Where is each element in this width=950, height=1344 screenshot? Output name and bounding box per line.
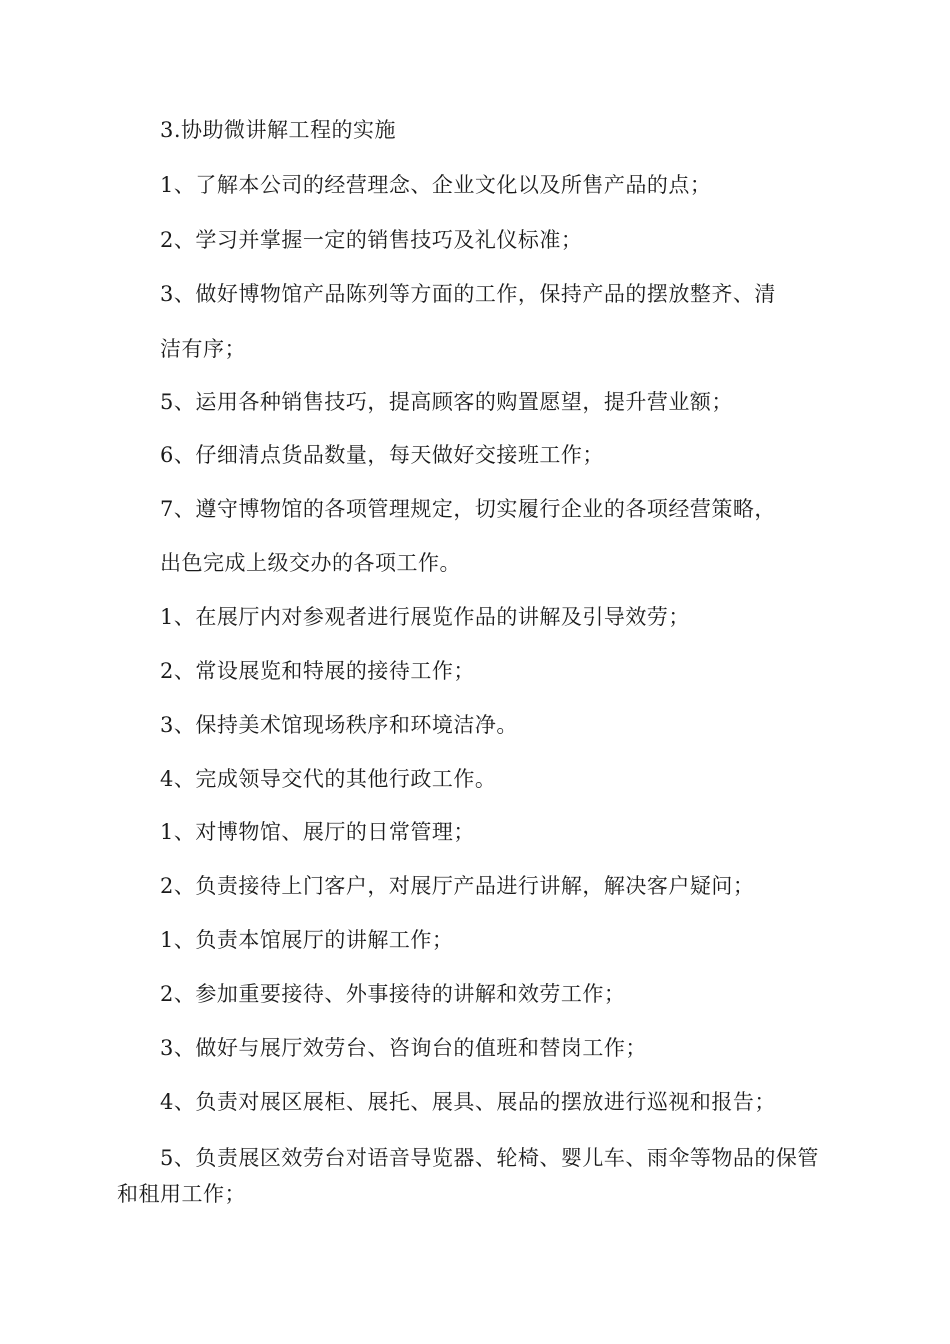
text-line: 3、保持美术馆现场秩序和环境洁净。 [160,713,518,737]
text-line: 1、负责本馆展厅的讲解工作； [160,928,454,952]
text-line: 3、做好与展厅效劳台、咨询台的值班和替岗工作； [160,1036,647,1060]
text-line: 3.协助微讲解工程的实施 [160,118,397,142]
text-line: 1、了解本公司的经营理念、企业文化以及所售产品的点； [160,173,712,197]
text-line: 2、学习并掌握一定的销售技巧及礼仪标准； [160,228,583,252]
text-line: 7、遵守博物馆的各项管理规定，切实履行企业的各项经营策略， [160,497,776,521]
text-line: 1、在展厅内对参观者进行展览作品的讲解及引导效劳； [160,605,690,629]
text-line: 2、参加重要接待、外事接待的讲解和效劳工作； [160,982,626,1006]
text-line: 2、常设展览和特展的接待工作； [160,659,475,683]
text-line: 6、仔细清点货品数量，每天做好交接班工作； [160,443,604,467]
text-line: 5、运用各种销售技巧，提高顾客的购置愿望，提升营业额； [160,390,733,414]
text-line: 2、负责接待上门客户，对展厅产品进行讲解，解决客户疑问； [160,874,755,898]
paragraph-wrapped: 5、负责展区效劳台对语音导览器、轮椅、婴儿车、雨伞等物品的保管和租用工作； [117,1146,819,1206]
text-line: 1、对博物馆、展厅的日常管理； [160,820,475,844]
text-line: 4、负责对展区展柜、展托、展具、展品的摆放进行巡视和报告； [160,1090,776,1114]
text-line: 出色完成上级交办的各项工作。 [160,551,461,575]
text-line: 3、做好博物馆产品陈列等方面的工作，保持产品的摆放整齐、清 [160,282,776,306]
text-line: 4、完成领导交代的其他行政工作。 [160,767,497,791]
text-line: 洁有序； [160,337,246,361]
